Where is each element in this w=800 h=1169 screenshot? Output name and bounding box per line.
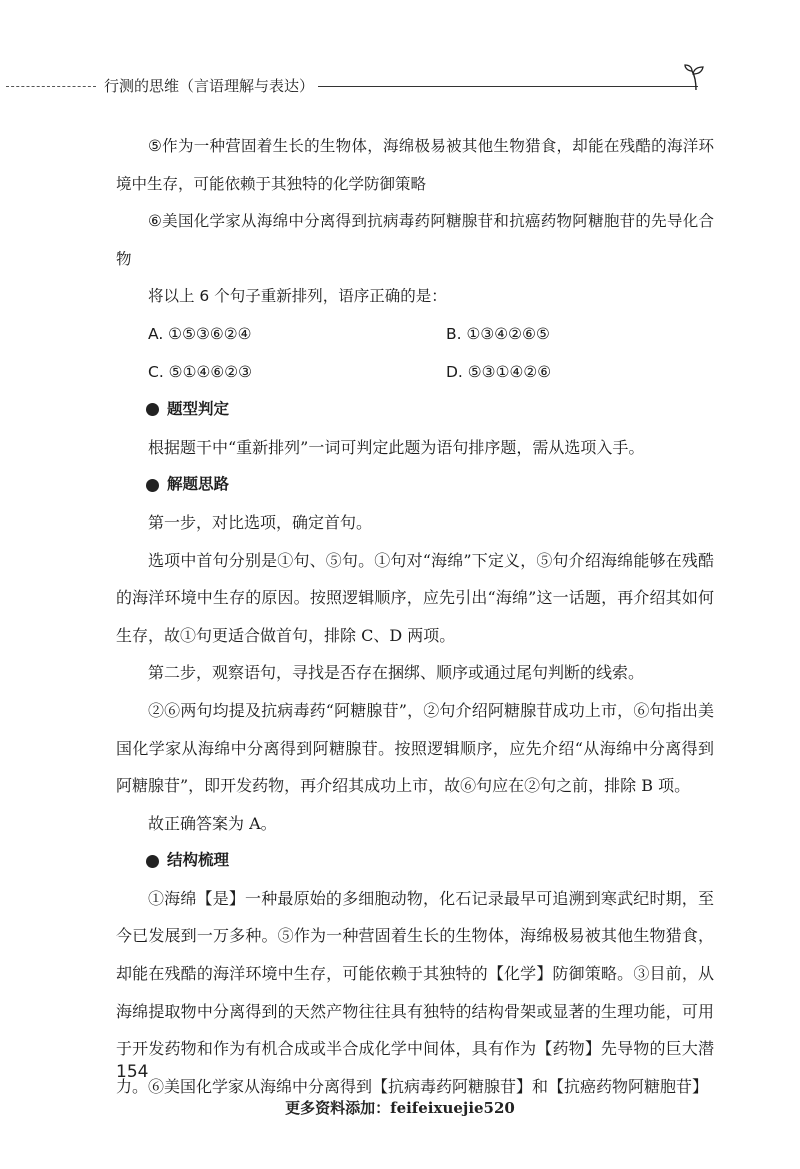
step-2-body: ②⑥两句均提及抗病毒药“阿糖腺苷”，②句介绍阿糖腺苷成功上市，⑥句指出美国化学家从海绵中分离得到阿糖腺苷。按照逻辑顺序，应先介绍“从海绵中分离得到阿糖腺苷”，即开发药物，再介绍其成功上市，故⑥句应在②句之前，排除 B 项。 xyxy=(116,700,714,796)
step-1-heading: 第一步，对比选项，确定首句。 xyxy=(148,512,373,532)
header-rule-right xyxy=(318,86,698,87)
page-content xyxy=(116,128,714,1105)
header-rule-left xyxy=(6,86,96,87)
option-a: A. ①⑤③⑥②④ xyxy=(148,324,252,343)
option-d: D. ⑤③①④②⑥ xyxy=(446,362,552,381)
running-header xyxy=(0,70,720,100)
header-title: 行测的思维（言语理解与表达） xyxy=(104,77,315,95)
bullet-icon xyxy=(146,855,159,868)
section-structure xyxy=(116,842,714,880)
answer-line: 故正确答案为 A。 xyxy=(148,813,277,833)
question-stem: 将以上 6 个句子重新排列，语序正确的是： xyxy=(148,287,447,306)
option-c: C. ⑤①④⑥②③ xyxy=(148,362,253,381)
answer-options xyxy=(116,316,714,391)
footer-note: 更多资料添加：feifeixuejie520 xyxy=(285,1099,515,1117)
section-question-type xyxy=(116,391,714,429)
step-1-body: 选项中首句分别是①句、⑤句。①句对“海绵”下定义，⑤句介绍海绵能够在残酷的海洋环境中生存的原因。按照逻辑顺序，应先引出“海绵”这一话题，再介绍其如何生存，故①句更适合做首句，排除 C、D 两项。 xyxy=(116,550,714,645)
section-title: 结构梳理 xyxy=(167,851,230,870)
section-title: 解题思路 xyxy=(167,475,230,494)
sentence-6: ⑥美国化学家从海绵中分离得到抗病毒药阿糖腺苷和抗癌药物阿糖胞苷的先导化合物 xyxy=(116,212,714,268)
question-type-body: 根据题干中“重新排列”一词可判定此题为语句排序题，需从选项入手。 xyxy=(148,437,645,457)
section-solution xyxy=(116,466,714,504)
bullet-icon xyxy=(146,403,159,416)
option-b: B. ①③④②⑥⑤ xyxy=(446,324,550,343)
page-number: 154 xyxy=(116,1062,149,1082)
sentence-5: ⑤作为一种营固着生长的生物体，海绵极易被其他生物猎食，却能在残酷的海洋环境中生存，可能依赖于其独特的化学防御策略 xyxy=(116,137,714,193)
structure-body: ①海绵【是】一种最原始的多细胞动物，化石记录最早可追溯到寒武纪时期，至今已发展到一万多种。⑤作为一种营固着生长的生物体，海绵极易被其他生物猎食，却能在残酷的海洋环境中生存，可能依赖于其独特的【化学】防御策略。③目前，从海绵提取物中分离得到的天然产物往往具有独特的结构骨架或显著的生理功能，可用于开发药物和作为有机合成或半合成化学中间体，具有作为【药物】先导物的巨大潜力。⑥美国化学家从海绵中分离得到【抗病毒药阿糖腺苷】和【抗癌药物阿糖胞苷】 xyxy=(116,888,714,1096)
sprout-icon xyxy=(682,62,712,92)
step-2-heading: 第二步，观察语句，寻找是否存在捆绑、顺序或通过尾句判断的线索。 xyxy=(148,663,645,683)
bullet-icon xyxy=(146,479,159,492)
section-title: 题型判定 xyxy=(167,400,230,419)
